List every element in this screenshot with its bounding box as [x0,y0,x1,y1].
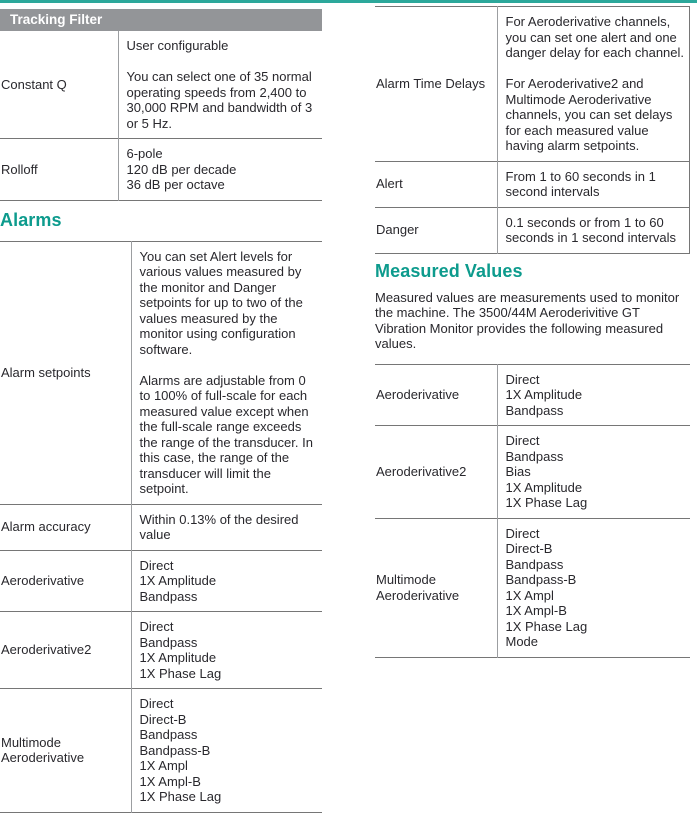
spec-label: Multimode Aeroderivative [1,734,85,766]
measured-values-section-heading: Measured Values [375,260,523,281]
spec-label: Alarm Time Delays [376,76,486,91]
spec-label: Alarm accuracy [1,519,91,535]
spec-value: Direct Direct-B Bandpass Bandpass-B 1X Ampl 1X Ampl-B 1X Phase Lag [131,689,322,813]
spec-value: From 1 to 60 seconds in 1 second intervals [497,161,690,207]
spec-value: 0.1 seconds or from 1 to 60 seconds in 1 second intervals [497,207,690,253]
alarms-table [0,241,322,813]
alarm-time-delays-table [375,6,690,254]
spec-label: Rolloff [1,161,38,177]
table-row [375,161,690,207]
table-row [0,241,322,504]
spec-label: Aeroderivative [376,387,460,402]
spec-value: Direct 1X Amplitude Bandpass [497,364,690,426]
spec-label: Multimode Aeroderivative [376,572,460,603]
spec-value: For Aeroderivative channels, you can set one alert and one danger delay for each channel. For Aeroderivative2 and Multimode Aeroderivative channels, you can set delays for each measured value having alarm setpoints. [497,7,690,162]
left-column [0,3,322,813]
measured-values-intro-paragraph: Measured values are measurements used to monitor the machine. The 3500/44M Aeroderivitive GT Vibration Monitor provides the following measured values. [375,289,680,351]
spec-value: 6-pole 120 dB per decade 36 dB per octave [118,139,322,201]
measured-values-table [375,364,690,658]
table-row [375,207,690,253]
tracking-filter-table-header: Tracking Filter [0,9,322,31]
spec-label: Alert [376,176,403,192]
spec-value: Direct Bandpass 1X Amplitude 1X Phase Lag [131,612,322,689]
table-row [0,612,322,689]
spec-value: Direct 1X Amplitude Bandpass [131,550,322,612]
spec-value: Within 0.13% of the desired value [131,504,322,550]
table-row [0,31,322,139]
right-column [375,3,690,658]
spec-label: Aeroderivative [1,573,85,588]
spec-value: Direct Direct-B Bandpass Bandpass-B 1X Ampl 1X Ampl-B 1X Phase Lag Mode [497,518,690,657]
table-row [0,139,322,201]
table-row [375,426,690,519]
table-row [375,7,690,162]
table-row [0,689,322,813]
table-row [375,364,690,426]
spec-value: Direct Bandpass Bias 1X Amplitude 1X Phase Lag [497,426,690,519]
spec-label: Alarm setpoints [1,364,91,380]
alarms-section-heading: Alarms [0,209,62,230]
spec-label: Aeroderivative2 [1,642,92,658]
tracking-filter-table [0,31,322,201]
spec-label: Aeroderivative2 [376,464,467,479]
spec-label: Constant Q [1,76,67,92]
spec-label: Danger [376,222,419,238]
table-row [0,504,322,550]
table-row [0,550,322,612]
spec-value: You can set Alert levels for various values measured by the monitor and Danger setpoints for up to two of the values measured by the monitor using configuration software. Alarms are adjustable from 0 to 100% of full-scale for each measured value except when the full-scale range exceeds the range of the transducer. In this case, the range of the transducer will limit the setpoint. [131,241,322,504]
spec-value: User configurable You can select one of 35 normal operating speeds from 2,400 to 30,000 RPM and bandwidth of 3 or 5 Hz. [118,31,322,139]
table-row [375,518,690,657]
